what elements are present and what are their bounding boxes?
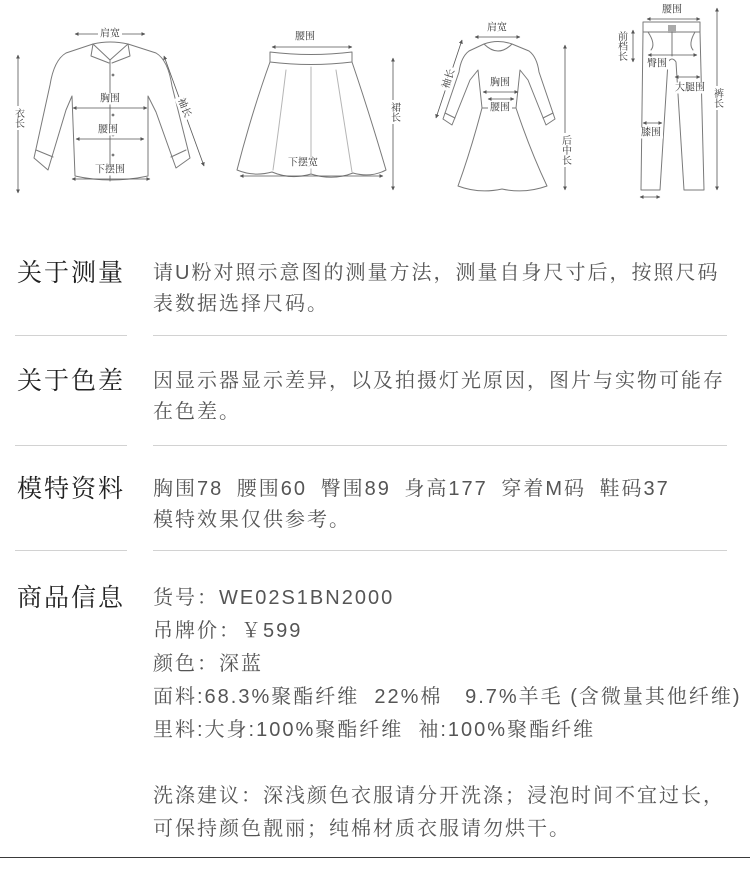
section-title: 商品信息 <box>17 584 126 612</box>
dress-cuffs <box>445 113 553 118</box>
shirt-button <box>112 154 115 157</box>
section-divider <box>153 445 727 446</box>
dress-waist-label: 腰围 <box>490 102 510 114</box>
section-body-line: 请U粉对照示意图的测量方法，测量自身尺寸后，按照尺码 <box>153 262 720 284</box>
shirt-shoulder-label: 肩宽 <box>100 28 120 40</box>
item-number: 货号：WE02S1BN2000 <box>153 587 395 609</box>
pants-waist-label: 腰围 <box>662 4 682 16</box>
pants-hip-label: 臀围 <box>647 58 667 70</box>
dress-shoulder-label: 肩宽 <box>487 22 507 34</box>
pants-thigh-label: 大腿围 <box>675 82 705 94</box>
skirt-waist-label: 腰围 <box>295 31 315 43</box>
pants-measure-arrows <box>633 8 717 197</box>
shirt-button <box>112 114 115 117</box>
section-title: 关于色差 <box>17 367 126 395</box>
pants-drawing <box>641 22 704 190</box>
shirt-chest-label: 胸围 <box>100 93 120 105</box>
bottom-rule <box>0 857 750 858</box>
size-measurement-diagrams <box>0 0 750 205</box>
wash-advice-line: 可保持颜色靓丽；纯棉材质衣服请勿烘干。 <box>153 818 571 840</box>
section-divider <box>153 335 727 336</box>
dress-back-length-label: 后中长 <box>559 135 571 165</box>
fabric: 面料:68.3%聚酯纤维 22%棉 9.7%羊毛 (含微量其他纤维) <box>153 686 742 708</box>
section-title: 模特资料 <box>17 475 126 503</box>
dress-sleeve-label: 袖长 <box>440 67 458 91</box>
section-body-line: 在色差。 <box>153 401 241 423</box>
pants-knee-label: 膝围 <box>641 127 661 139</box>
model-measurements: 胸围78 腰围60 臀围89 身高177 穿着M码 鞋码37 <box>153 478 670 500</box>
shirt-cuffs <box>36 150 186 157</box>
section-body-line: 模特效果仅供参考。 <box>153 509 351 531</box>
dress-outline <box>443 44 555 191</box>
section-body <box>153 258 743 320</box>
lining: 里料:大身:100%聚酯纤维 袖:100%聚酯纤维 <box>153 719 596 741</box>
section-divider <box>15 335 127 336</box>
shirt-hem-label: 下摆围 <box>95 164 125 176</box>
shirt-sleeve-label: 袖长 <box>175 96 193 120</box>
dress-neckline <box>484 42 512 52</box>
pants-front-rise-label: 前档长 <box>615 31 627 61</box>
section-divider <box>15 550 127 551</box>
skirt-waistband <box>270 52 352 65</box>
section-body-line: 因显示器显示差异，以及拍摄灯光原因，图片与实物可能存 <box>153 370 725 392</box>
wash-advice-line: 洗涤建议：深浅颜色衣服请分开洗涤；浸泡时间不宜过长， <box>153 785 725 807</box>
dress-chest-label: 胸围 <box>490 77 510 89</box>
section-body <box>153 366 743 428</box>
section-divider <box>153 550 727 551</box>
spacer <box>153 747 743 780</box>
shirt-length-label: 衣长 <box>12 108 24 128</box>
section-body-line: 表数据选择尺码。 <box>153 293 329 315</box>
color: 颜色：深蓝 <box>153 653 263 675</box>
shirt-button <box>112 74 115 77</box>
section-title: 关于测量 <box>17 259 126 287</box>
section-divider <box>15 445 127 446</box>
shirt-collar <box>91 42 130 63</box>
skirt-length-label: 裙长 <box>388 102 400 122</box>
shirt-waist-label: 腰围 <box>98 124 118 136</box>
section-body <box>153 582 743 846</box>
dress-drawing <box>443 42 555 191</box>
shirt-outline <box>34 44 190 180</box>
pants-length-label: 裤长 <box>711 88 723 108</box>
skirt-hem-label: 下摆宽 <box>288 157 318 169</box>
tag-price: 吊牌价：￥599 <box>153 620 303 642</box>
section-body <box>153 474 743 536</box>
dress-measure-arrows <box>436 37 565 190</box>
